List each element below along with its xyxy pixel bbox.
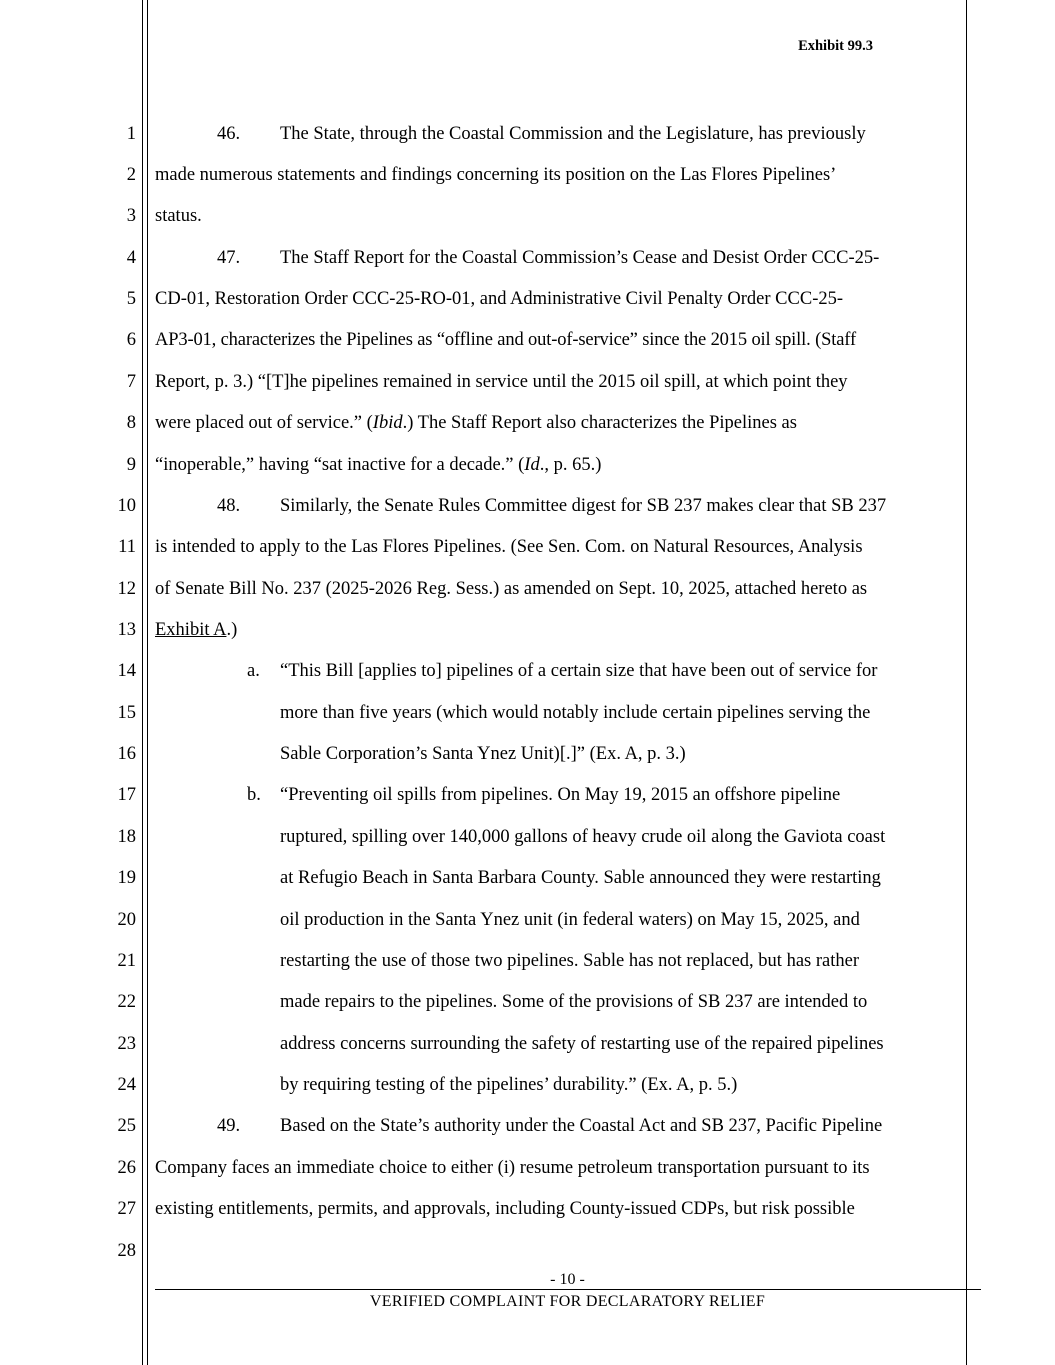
text-line: more than five years (which would notably include certain pipelines serving the	[280, 703, 871, 723]
text-line: Similarly, the Senate Rules Committee digest for SB 237 makes clear that SB 237	[280, 496, 887, 516]
line-number: 12	[117, 579, 136, 599]
text-run: “inoperable,” having “sat inactive for a decade.” (	[155, 455, 525, 475]
text-line: existing entitlements, permits, and approvals, including County-issued CDPs, but risk possible	[155, 1199, 855, 1219]
line-number: 2	[126, 165, 136, 185]
line-number: 25	[117, 1116, 136, 1136]
footer-divider	[155, 1289, 981, 1290]
line-number: 24	[117, 1075, 136, 1095]
text-line: “This Bill [applies to] pipelines of a certain size that have been out of service for	[280, 661, 878, 681]
left-margin-rule-inner	[147, 0, 148, 1365]
line-number: 10	[117, 496, 136, 516]
line-number: 13	[117, 620, 136, 640]
text-line: made repairs to the pipelines. Some of the provisions of SB 237 are intended to	[280, 992, 868, 1012]
text-line: of Senate Bill No. 237 (2025-2026 Reg. Sess.) as amended on Sept. 10, 2025, attached hereto as	[155, 579, 868, 599]
line-number: 15	[117, 703, 136, 723]
list-marker: b.	[247, 785, 261, 805]
line-number: 22	[117, 992, 136, 1012]
paragraph-number: 46.	[217, 124, 241, 144]
list-marker: a.	[247, 661, 260, 681]
line-number: 20	[117, 910, 136, 930]
line-number: 28	[117, 1241, 136, 1261]
line-number: 16	[117, 744, 136, 764]
paragraph-number: 47.	[217, 248, 241, 268]
text-run: were placed out of service.” (	[155, 413, 373, 433]
text-line: is intended to apply to the Las Flores Pipelines. (See Sen. Com. on Natural Resources, Analysis	[155, 537, 863, 557]
text-line	[155, 621, 237, 640]
line-number: 5	[126, 289, 136, 309]
line-number: 11	[118, 537, 136, 557]
citation-id: Id	[524, 455, 540, 475]
line-number: 7	[126, 372, 136, 392]
line-number: 9	[126, 455, 136, 475]
line-number: 26	[117, 1158, 136, 1178]
left-margin-rule-outer	[142, 0, 143, 1365]
line-number: 8	[126, 413, 136, 433]
text-line: address concerns surrounding the safety of restarting use of the repaired pipelines	[280, 1034, 884, 1054]
text-line: CD-01, Restoration Order CCC-25-RO-01, and Administrative Civil Penalty Order CCC-25-	[155, 289, 844, 309]
line-number: 19	[117, 868, 136, 888]
text-line	[155, 414, 797, 433]
line-number: 23	[117, 1034, 136, 1054]
text-line: Company faces an immediate choice to either (i) resume petroleum transportation pursuant to its	[155, 1158, 870, 1178]
text-line: by requiring testing of the pipelines’ durability.” (Ex. A, p. 5.)	[280, 1075, 738, 1095]
text-line: The State, through the Coastal Commission and the Legislature, has previously	[280, 124, 866, 144]
line-number: 21	[117, 951, 136, 971]
line-number: 14	[117, 661, 136, 681]
text-line: restarting the use of those two pipelines. Sable has not replaced, but has rather	[280, 951, 859, 971]
text-line: AP3-01, characterizes the Pipelines as “offline and out-of-service” since the 2015 oil spill. (Staff	[155, 330, 856, 350]
line-number: 27	[117, 1199, 136, 1219]
text-line: ruptured, spilling over 140,000 gallons of heavy crude oil along the Gaviota coast	[280, 827, 886, 847]
line-number: 17	[117, 785, 136, 805]
text-line: made numerous statements and findings concerning its position on the Las Flores Pipelines’	[155, 165, 837, 185]
citation-ibid: Ibid	[372, 413, 403, 433]
line-number: 18	[117, 827, 136, 847]
text-run: .)	[226, 620, 238, 640]
text-line: The Staff Report for the Coastal Commission’s Cease and Desist Order CCC-25-	[280, 248, 880, 268]
line-number: 1	[126, 124, 136, 144]
exhibit-label: Exhibit 99.3	[798, 38, 873, 54]
text-line: oil production in the Santa Ynez unit (in federal waters) on May 15, 2025, and	[280, 910, 860, 930]
paragraph-number: 49.	[217, 1116, 241, 1136]
text-line	[155, 456, 601, 475]
line-number: 3	[126, 206, 136, 226]
text-line: Based on the State’s authority under the Coastal Act and SB 237, Pacific Pipeline	[280, 1116, 883, 1136]
line-number: 4	[126, 248, 136, 268]
page-number: - 10 -	[550, 1271, 585, 1288]
right-margin-rule	[966, 0, 967, 1365]
text-run: ., p. 65.)	[539, 455, 602, 475]
text-line: “Preventing oil spills from pipelines. On May 19, 2015 an offshore pipeline	[280, 785, 841, 805]
text-line: at Refugio Beach in Santa Barbara County. Sable announced they were restarting	[280, 868, 881, 888]
footer-title: VERIFIED COMPLAINT FOR DECLARATORY RELIEF	[369, 1293, 766, 1310]
exhibit-a-link[interactable]: Exhibit A	[155, 620, 227, 640]
text-line: status.	[155, 206, 202, 226]
text-run: .) The Staff Report also characterizes the Pipelines as	[402, 413, 797, 433]
paragraph-number: 48.	[217, 496, 241, 516]
text-line: Report, p. 3.) “[T]he pipelines remained in service until the 2015 oil spill, at which point they	[155, 372, 848, 392]
text-line: Sable Corporation’s Santa Ynez Unit)[.]” (Ex. A, p. 3.)	[280, 744, 686, 764]
line-number: 6	[126, 330, 136, 350]
